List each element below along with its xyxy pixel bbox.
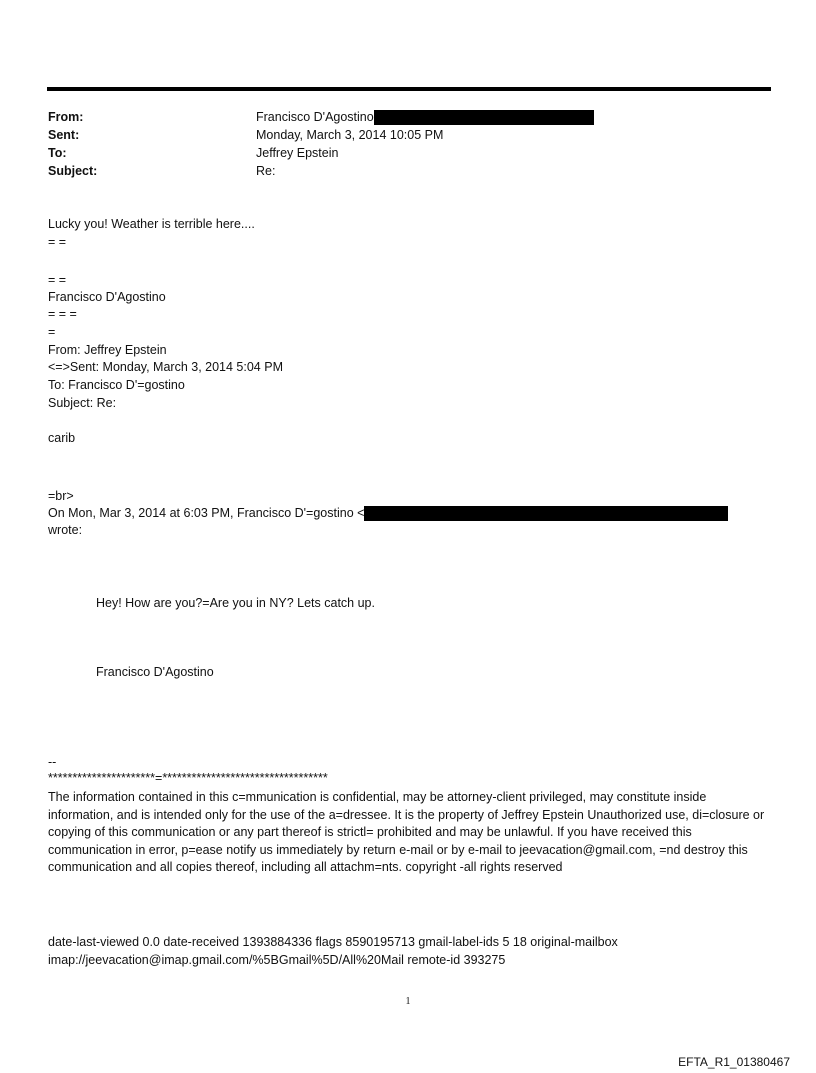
subject-row <box>48 162 768 180</box>
quoted-from: From: Jeffrey Epstein <box>48 343 167 357</box>
redaction-bar <box>364 506 728 521</box>
to-value: Jeffrey Epstein <box>256 146 339 160</box>
from-value: Francisco D'Agostino <box>256 110 374 124</box>
body-text: wrote: <box>48 523 83 537</box>
subject-value: Re: <box>256 164 276 178</box>
message-metadata: date-last-viewed 0.0 date-received 1393884336 flags 8590195713 gmail-label-ids 5 18 original-mailbox imap://jeevacation@imap.gmail.com/%5BGmail%5D/All%20Mail remote-id 393275 <box>48 935 618 967</box>
page-number: 1 <box>405 996 411 1007</box>
subject-label: Subject: <box>48 164 98 178</box>
sent-row <box>48 126 768 144</box>
body-text: = <box>48 325 56 339</box>
to-label: To: <box>48 146 67 160</box>
body-text: = = <box>48 273 67 287</box>
footer-stars: **********************=********************************** <box>48 771 328 785</box>
body-text: carib <box>48 431 76 445</box>
from-row <box>48 108 768 126</box>
quoted-to: To: Francisco D'=gostino <box>48 378 185 392</box>
quoted-sent: <=>Sent: Monday, March 3, 2014 5:04 PM <box>48 360 283 374</box>
body-text: = = = <box>48 307 77 321</box>
quoted-signature: Francisco D'Agostino <box>96 665 214 679</box>
quoted-subject: Subject: Re: <box>48 396 117 410</box>
from-label: From: <box>48 110 84 124</box>
to-row <box>48 144 768 162</box>
body-text: =br> <box>48 489 74 503</box>
signature-name: Francisco D'Agostino <box>48 290 166 304</box>
footer-dashes: -- <box>48 755 57 769</box>
body-text: = = <box>48 235 67 249</box>
redaction-bar <box>374 110 594 125</box>
sent-value: Monday, March 3, 2014 10:05 PM <box>256 128 444 142</box>
header-divider <box>47 87 771 91</box>
quote-attribution-text: On Mon, Mar 3, 2014 at 6:03 PM, Francisco D'=gostino < <box>48 506 365 520</box>
sent-label: Sent: <box>48 128 80 142</box>
quoted-message: Hey! How are you?=Are you in NY? Lets catch up. <box>96 596 375 610</box>
email-header <box>48 108 768 180</box>
body-text: Lucky you! Weather is terrible here.... <box>48 217 255 231</box>
bates-number: EFTA_R1_01380467 <box>678 1055 790 1069</box>
confidentiality-disclaimer: The information contained in this c=mmunication is confidential, may be attorney-client privileged, may constitute inside information, and is intended only for the use of the a=dressee. It is the property of Jeffrey Epstein Unauthorized use, di=closure or copying of this communication or any part thereof is strictl= prohibited and may be unlawful. If you have received this communication in error, p=ease notify us immediately by return e-mail or by e-mail to jeevacation@gmail.com, =nd destroy this communication and all copies thereof, including all attachm=nts. copyright -all rights reserved <box>48 790 765 874</box>
quote-attribution <box>48 505 728 522</box>
